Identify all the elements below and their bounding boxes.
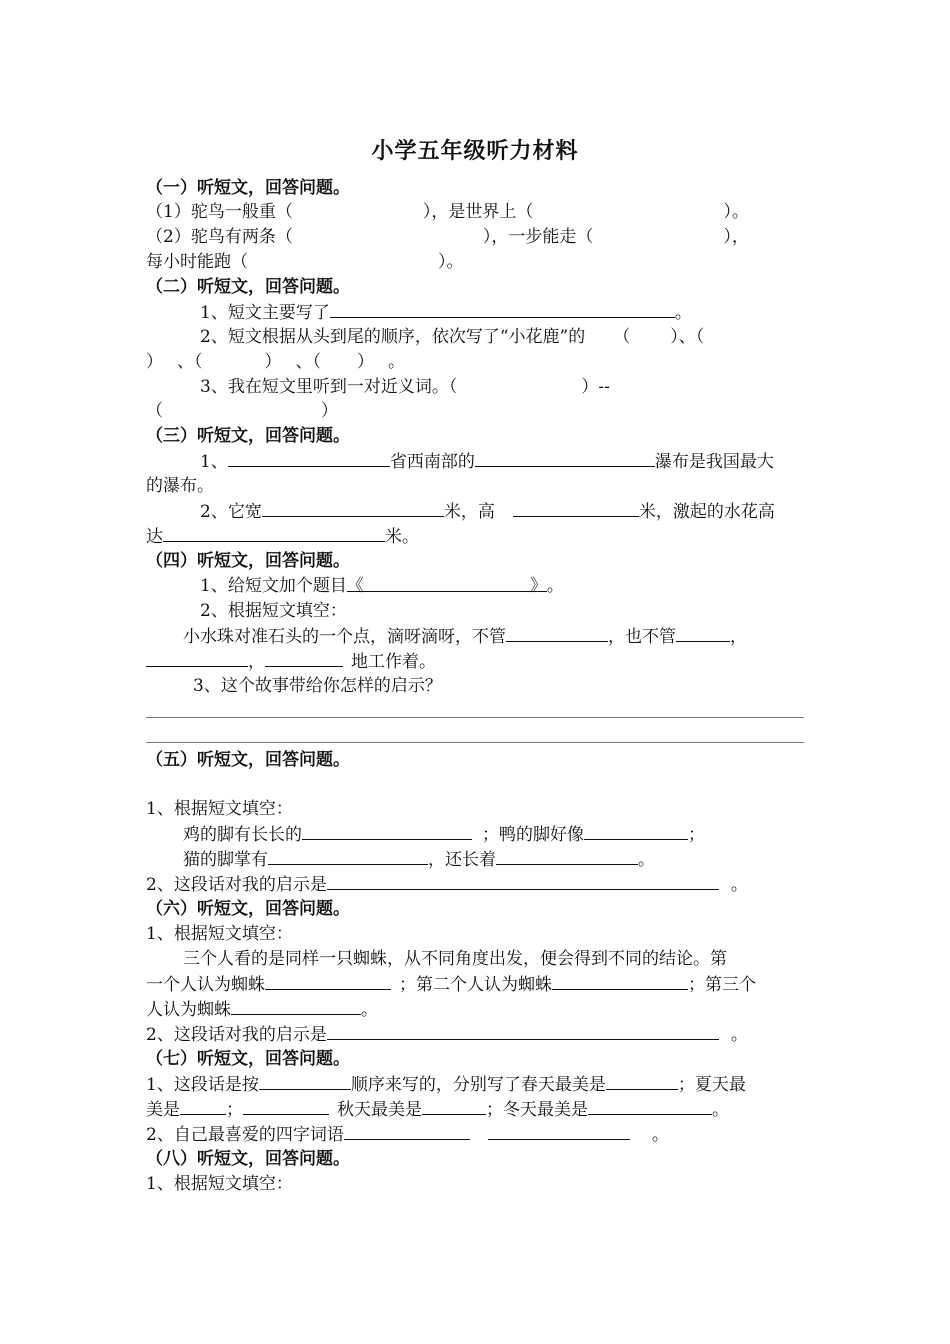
s2-question-1: 1、短文主要写了 。 [200,300,692,325]
s8-question-1: 1、根据短文填空： [146,1174,293,1194]
answer-blank[interactable] [344,1122,470,1140]
answer-blank[interactable] [265,972,391,990]
answer-blank[interactable] [259,1072,351,1090]
answer-blank[interactable] [163,524,385,542]
answer-blank[interactable] [552,972,688,990]
s2-question-3: 3、我在短文里听到一对近义词。（ ）-- [200,377,610,397]
section-6-heading: （六）听短文，回答问题。 [146,899,350,919]
answer-blank[interactable] [180,1097,226,1115]
s3-question-1-cont: 的瀑布。 [146,476,214,496]
answer-blank[interactable] [584,822,688,840]
s6-question-1-text: 三个人看的是同样一只蜘蛛，从不同角度出发，便会得到不同的结论。第 [183,949,727,969]
s3-question-1: 1、 省西南部的 瀑布是我国最大 [200,449,774,474]
s7-question-2: 2、自己最喜爱的四字词语 。 [146,1122,669,1147]
s2-question-2: 2、短文根据从头到尾的顺序，依次写了“小花鹿”的 （ ）、（ [200,327,705,347]
answer-blank[interactable] [228,449,390,467]
answer-blank[interactable] [588,1097,712,1115]
answer-blank[interactable] [268,847,428,865]
section-8-heading: （八）听短文，回答问题。 [146,1149,350,1169]
s5-question-1-line-2: 猫的脚掌有 ，还长着 。 [183,847,655,872]
s1-question-2-cont: 每小时能跑（ ）。 [146,252,464,272]
answer-blank[interactable] [513,499,639,517]
s5-question-1-line-1: 鸡的脚有长长的 ；鸭的脚好像 ； [183,822,705,847]
answer-blank[interactable] [302,822,472,840]
s4-question-2: 2、根据短文填空： [200,601,347,621]
s1-question-2: （2）驼鸟有两条（ ），一步能走（ ）， [146,227,749,247]
answer-blank[interactable] [327,872,719,890]
s7-question-1: 1、这段话是按 顺序来写的，分别写了春天最美是 ；夏天最 [146,1072,746,1097]
s4-question-1: 1、给短文加个题目《 》。 [200,576,564,596]
s6-question-1: 1、根据短文填空： [146,924,293,944]
s3-question-2: 2、它宽 米，高 米，激起的水花高 [200,499,775,524]
page-title: 小学五年级听力材料 [371,138,579,164]
answer-blank[interactable] [262,499,444,517]
section-3-heading: （三）听短文，回答问题。 [146,426,350,446]
s2-question-2-cont: ） 、（ ） 、（ ） 。 [146,352,405,372]
s5-question-1: 1、根据短文填空： [146,799,293,819]
s4-question-2-text: 小水珠对准石头的一个点，滴呀滴呀，不管 ，也不管 ， [183,624,747,649]
section-1-heading: （一）听短文，回答问题。 [146,178,350,198]
s2-question-3-cont: （ ） [146,401,338,421]
s6-question-1-line-3: 人认为蜘蛛 。 [146,997,378,1022]
answer-blank[interactable] [330,300,675,318]
answer-blank[interactable] [606,1072,678,1090]
answer-blank[interactable] [243,1097,329,1115]
answer-blank[interactable] [496,847,638,865]
s3-question-2-cont: 达 米。 [146,524,419,549]
answer-blank[interactable] [488,1122,630,1140]
section-5-heading: （五）听短文，回答问题。 [146,750,350,770]
section-7-heading: （七）听短文，回答问题。 [146,1049,350,1069]
answer-blank[interactable] [676,624,730,642]
s5-question-2: 2、这段话对我的启示是 。 [146,872,748,897]
answer-blank[interactable] [265,649,343,667]
s1-question-1: （1）驼鸟一般重（ ），是世界上（ ）。 [146,202,749,222]
s6-question-2: 2、这段话对我的启示是 。 [146,1022,748,1047]
answer-blank[interactable] [231,997,361,1015]
answer-blank[interactable] [506,624,608,642]
answer-line[interactable] [146,717,804,718]
section-4-heading: （四）听短文，回答问题。 [146,551,350,571]
title-blank[interactable]: 《 》 [346,576,547,596]
answer-line[interactable] [146,742,804,743]
answer-blank[interactable] [422,1097,486,1115]
answer-blank[interactable] [327,1022,719,1040]
answer-blank[interactable] [475,449,655,467]
section-2-heading: （二）听短文，回答问题。 [146,277,350,297]
answer-blank[interactable] [146,649,248,667]
s4-question-2-cont: ， 地工作着。 [146,649,436,674]
s4-question-3: 3、这个故事带给你怎样的启示？ [193,676,442,696]
s6-question-1-line-2: 一个人认为蜘蛛 ；第二个人认为蜘蛛 ；第三个 [146,972,756,997]
s7-question-1-cont: 美是 ； 秋天最美是 ；冬天最美是 。 [146,1097,729,1122]
